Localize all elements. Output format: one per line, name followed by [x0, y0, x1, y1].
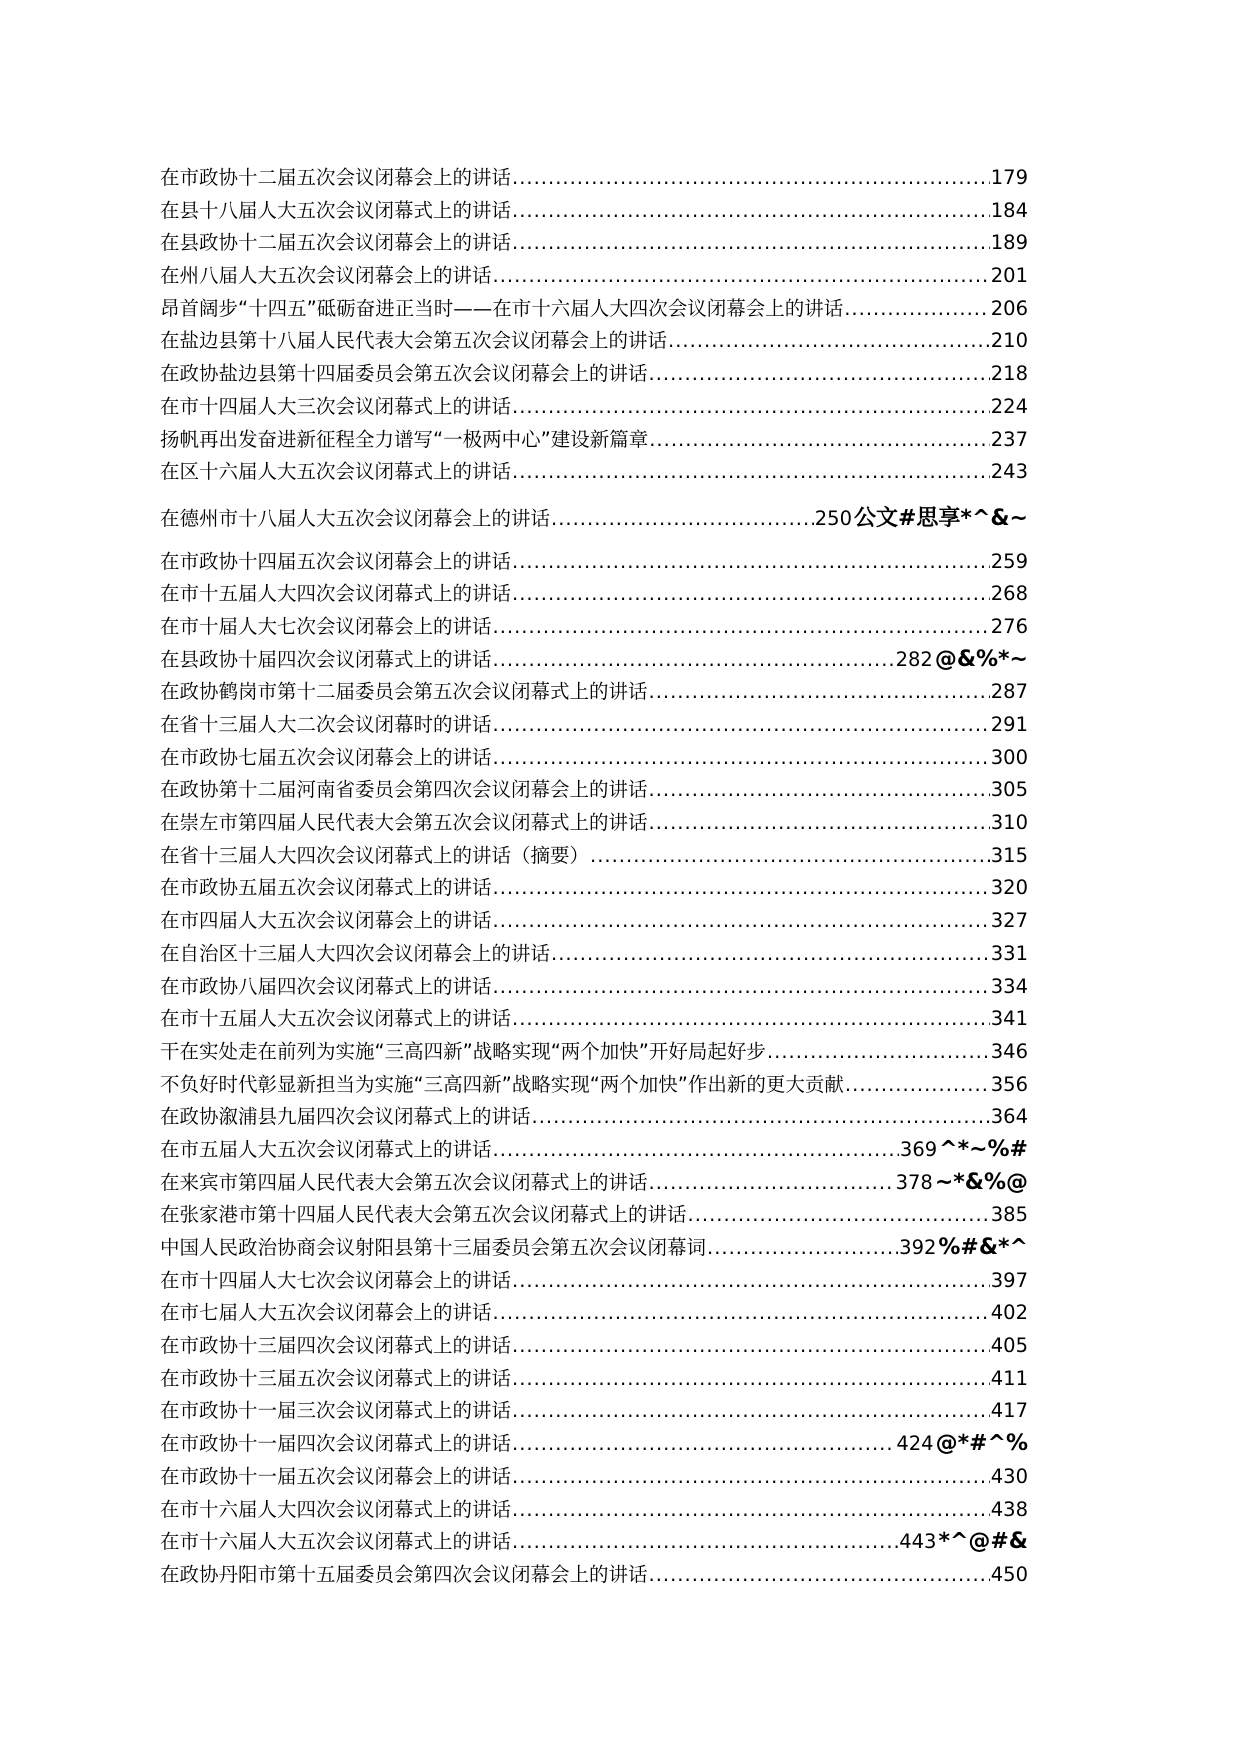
toc-dot-leader	[649, 807, 990, 840]
toc-dot-leader	[493, 260, 990, 293]
toc-dot-leader	[493, 872, 990, 905]
toc-entry-page-number: 327	[990, 909, 1028, 933]
toc-entry[interactable]	[160, 358, 1028, 391]
toc-entry-page-number: 237	[990, 427, 1028, 451]
toc-entry[interactable]	[160, 195, 1028, 228]
toc-entry-page-number: 291	[990, 713, 1028, 736]
toc-dot-leader	[512, 1265, 990, 1298]
toc-entry-page-number: 310	[990, 811, 1028, 835]
toc-entry[interactable]	[160, 424, 1028, 457]
toc-entry[interactable]	[160, 1003, 1028, 1036]
toc-entry-title: 扬帆再出发奋进新征程全力谱写“一极两中心”建设新篇章	[160, 427, 649, 451]
toc-entry[interactable]	[160, 774, 1028, 807]
toc-entry[interactable]	[160, 709, 1028, 742]
toc-entry-title: 在县政协十届四次会议闭幕式上的讲话	[160, 647, 492, 671]
toc-entry-title: 在市政协十四届五次会议闭幕会上的讲话	[160, 549, 512, 573]
toc-entry[interactable]	[160, 905, 1028, 938]
toc-dot-leader	[512, 546, 990, 579]
toc-entry[interactable]	[160, 1199, 1028, 1232]
toc-entry-title: 在市政协七届五次会议闭幕会上的讲话	[160, 745, 492, 769]
toc-dot-leader	[512, 1526, 898, 1559]
toc-entry-title: 在市政协十三届五次会议闭幕式上的讲话	[160, 1366, 512, 1390]
toc-entry[interactable]	[160, 872, 1028, 905]
toc-entry[interactable]	[160, 1167, 1028, 1200]
toc-entry-title: 在市七届人大五次会议闭幕会上的讲话	[160, 1301, 492, 1325]
toc-entry-page-number: 300	[990, 745, 1028, 769]
toc-dot-leader	[512, 1003, 990, 1036]
toc-entry-page-number: 315	[990, 843, 1028, 867]
toc-dot-leader	[649, 676, 990, 709]
toc-dot-leader	[512, 1428, 895, 1461]
toc-dot-leader	[493, 905, 990, 938]
toc-entry-page-number: 218	[990, 362, 1028, 386]
toc-entry-title: 在盐边县第十八届人民代表大会第五次会议闭幕会上的讲话	[160, 329, 668, 353]
toc-entry-title: 在市政协十三届四次会议闭幕式上的讲话	[160, 1334, 512, 1358]
toc-entry[interactable]	[160, 227, 1028, 260]
toc-entry-page-number: 341	[990, 1007, 1028, 1031]
toc-entry-page-number: 430	[990, 1464, 1028, 1488]
toc-entry[interactable]	[160, 971, 1028, 1004]
toc-dot-leader	[512, 1363, 990, 1396]
toc-entry-title: 干在实处走在前列为实施“三高四新”战略实现“两个加快”开好局起好步	[160, 1039, 766, 1063]
toc-entry[interactable]	[160, 1461, 1028, 1494]
toc-entry-title: 在区十六届人大五次会议闭幕式上的讲话	[160, 460, 512, 484]
toc-entry-page-number: 210	[990, 329, 1028, 353]
toc-entry-watermark-text: @*#^%	[935, 1431, 1028, 1457]
toc-entry-title: 在县政协十二届五次会议闭幕会上的讲话	[160, 231, 512, 255]
toc-entry[interactable]	[160, 1134, 1028, 1167]
toc-dot-leader	[493, 1297, 990, 1330]
toc-entry-page-number: 331	[990, 941, 1028, 965]
toc-entry-page-number: 206	[990, 296, 1028, 320]
toc-dot-leader	[590, 840, 990, 873]
toc-entry[interactable]	[160, 1265, 1028, 1298]
toc-dot-leader	[512, 578, 990, 611]
toc-entry-page-number: 189	[990, 231, 1028, 255]
toc-dot-leader	[493, 1134, 899, 1167]
toc-entry-title: 在政协第十二届河南省委员会第四次会议闭幕会上的讲话	[160, 778, 648, 802]
toc-entry-title: 在市十六届人大四次会议闭幕式上的讲话	[160, 1497, 512, 1521]
toc-entry-watermark-text: %#&*^	[938, 1235, 1028, 1260]
toc-entry-title: 在崇左市第四届人民代表大会第五次会议闭幕式上的讲话	[160, 811, 648, 835]
toc-entry-title: 在政协盐边县第十四届委员会第五次会议闭幕会上的讲话	[160, 362, 648, 386]
toc-entry-page-number: 346	[990, 1039, 1028, 1063]
toc-entry[interactable]	[160, 293, 1028, 326]
toc-entry[interactable]	[160, 578, 1028, 611]
toc-entry-page-number: 438	[990, 1497, 1028, 1521]
toc-dot-leader	[551, 938, 990, 971]
toc-dot-leader	[845, 1069, 990, 1102]
toc-dot-leader	[512, 456, 990, 489]
toc-entry-title: 在市十五届人大五次会议闭幕式上的讲话	[160, 1007, 512, 1031]
toc-entry-title: 在市政协八届四次会议闭幕式上的讲话	[160, 974, 492, 998]
toc-entry-page-number: 259	[990, 549, 1028, 573]
toc-entry-title: 在市十四届人大七次会议闭幕会上的讲话	[160, 1268, 512, 1292]
toc-entry[interactable]	[160, 1363, 1028, 1396]
toc-dot-leader	[512, 1395, 990, 1428]
toc-dot-leader	[493, 644, 895, 677]
toc-entry[interactable]	[160, 1036, 1028, 1069]
toc-entry-page-number: 443	[899, 1530, 937, 1554]
toc-entry-page-number: 201	[990, 264, 1028, 288]
table-of-contents	[160, 162, 1028, 1592]
toc-entry[interactable]	[160, 840, 1028, 873]
toc-entry-title: 在德州市十八届人大五次会议闭幕会上的讲话	[160, 506, 551, 530]
toc-dot-leader	[512, 195, 990, 228]
toc-entry-title: 在省十三届人大四次会议闭幕式上的讲话（摘要）	[160, 843, 590, 867]
toc-entry-page-number: 424	[896, 1432, 934, 1456]
toc-dot-leader	[688, 1199, 990, 1232]
toc-dot-leader	[668, 325, 990, 358]
toc-entry[interactable]	[160, 1494, 1028, 1527]
toc-entry[interactable]	[160, 1069, 1028, 1102]
toc-dot-leader	[649, 424, 990, 457]
toc-entry[interactable]	[160, 1330, 1028, 1363]
toc-entry-title: 在张家港市第十四届人民代表大会第五次会议闭幕式上的讲话	[160, 1203, 687, 1227]
toc-entry-page-number: 411	[990, 1366, 1028, 1390]
toc-entry-page-number: 268	[990, 582, 1028, 606]
toc-dot-leader	[512, 162, 990, 195]
toc-entry[interactable]	[160, 1297, 1028, 1330]
toc-entry[interactable]	[160, 1101, 1028, 1134]
toc-entry[interactable]	[160, 546, 1028, 579]
toc-entry-watermark-text: ^*~%#	[939, 1136, 1028, 1162]
toc-entry-title: 在市四届人大五次会议闭幕会上的讲话	[160, 909, 492, 933]
toc-entry[interactable]	[160, 391, 1028, 424]
toc-entry-page-number: 334	[990, 974, 1028, 998]
toc-dot-leader	[767, 1036, 990, 1069]
toc-entry-title: 在政协溆浦县九届四次会议闭幕式上的讲话	[160, 1105, 531, 1129]
toc-dot-leader	[649, 1559, 990, 1592]
toc-entry[interactable]	[160, 503, 1028, 536]
toc-entry-title: 在市十五届人大四次会议闭幕式上的讲话	[160, 582, 512, 606]
toc-dot-leader	[844, 293, 990, 326]
toc-entry-page-number: 356	[990, 1072, 1028, 1096]
toc-entry[interactable]	[160, 938, 1028, 971]
toc-entry-title: 在市十四届人大三次会议闭幕式上的讲话	[160, 394, 512, 418]
toc-entry-page-number: 282	[895, 647, 933, 671]
toc-entry[interactable]	[160, 1395, 1028, 1428]
toc-entry-title: 在市五届人大五次会议闭幕式上的讲话	[160, 1137, 492, 1161]
toc-entry[interactable]	[160, 676, 1028, 709]
toc-dot-leader	[649, 358, 990, 391]
toc-entry-page-number: 250	[814, 506, 852, 530]
toc-entry-title: 在市政协十一届三次会议闭幕式上的讲话	[160, 1399, 512, 1423]
toc-entry[interactable]	[160, 807, 1028, 840]
toc-entry-title: 在省十三届人大二次会议闭幕时的讲话	[160, 713, 492, 736]
toc-entry-page-number: 320	[990, 876, 1028, 900]
toc-entry-page-number: 405	[990, 1334, 1028, 1358]
toc-entry[interactable]	[160, 1526, 1028, 1559]
toc-entry-page-number: 402	[990, 1301, 1028, 1325]
toc-entry-page-number: 385	[990, 1203, 1028, 1227]
toc-entry[interactable]	[160, 1428, 1028, 1461]
toc-entry-title: 昂首阔步“十四五”砥砺奋进正当时——在市十六届人大四次会议闭幕会上的讲话	[160, 296, 844, 320]
toc-entry-title: 在自治区十三届人大四次会议闭幕会上的讲话	[160, 941, 551, 965]
toc-entry-title: 在市政协十一届五次会议闭幕会上的讲话	[160, 1464, 512, 1488]
toc-entry-page-number: 179	[990, 166, 1028, 189]
toc-entry-page-number: 243	[990, 460, 1028, 484]
toc-entry[interactable]	[160, 1232, 1028, 1265]
toc-dot-leader	[512, 1330, 990, 1363]
toc-entry-watermark-text: *^@#&	[938, 1529, 1028, 1555]
toc-entry-page-number: 397	[990, 1268, 1028, 1292]
toc-dot-leader	[512, 391, 990, 424]
toc-entry-watermark-text: ~*&%@	[934, 1169, 1028, 1195]
toc-dot-leader	[707, 1232, 898, 1265]
toc-entry[interactable]	[160, 644, 1028, 677]
toc-entry-title: 中国人民政治协商会议射阳县第十三届委员会第五次会议闭幕词	[160, 1236, 707, 1259]
toc-dot-leader	[512, 1494, 990, 1527]
toc-entry-page-number: 276	[990, 614, 1028, 638]
toc-entry-title: 在市政协十一届四次会议闭幕式上的讲话	[160, 1432, 512, 1456]
toc-entry-title: 在市政协五届五次会议闭幕式上的讲话	[160, 876, 492, 900]
toc-entry-page-number: 450	[990, 1562, 1028, 1586]
toc-entry[interactable]	[160, 456, 1028, 489]
toc-entry-title: 在县十八届人大五次会议闭幕式上的讲话	[160, 198, 512, 222]
toc-entry[interactable]	[160, 325, 1028, 358]
toc-entry-page-number: 364	[990, 1105, 1028, 1129]
toc-entry[interactable]	[160, 1559, 1028, 1592]
toc-entry-title: 在政协丹阳市第十五届委员会第四次会议闭幕会上的讲话	[160, 1562, 648, 1586]
toc-dot-leader	[512, 227, 990, 260]
toc-entry-watermark-text: @&%*~	[934, 646, 1028, 672]
toc-entry-page-number: 392	[899, 1236, 937, 1259]
toc-entry-page-number: 369	[899, 1137, 938, 1161]
toc-entry-page-number: 378	[895, 1170, 933, 1194]
toc-entry[interactable]	[160, 260, 1028, 293]
toc-entry-title: 不负好时代彰显新担当为实施“三高四新”战略实现“两个加快”作出新的更大贡献	[160, 1072, 844, 1096]
toc-dot-leader	[493, 611, 990, 644]
toc-entry-title: 在州八届人大五次会议闭幕会上的讲话	[160, 264, 492, 288]
toc-dot-leader	[493, 742, 990, 775]
toc-dot-leader	[512, 1461, 990, 1494]
toc-entry-title: 在政协鹤岗市第十二届委员会第五次会议闭幕式上的讲话	[160, 680, 648, 704]
toc-entry-watermark-text: 公文#思享*^&~	[854, 505, 1028, 531]
toc-entry[interactable]	[160, 162, 1028, 195]
toc-entry-page-number: 287	[990, 680, 1028, 704]
toc-dot-leader	[649, 1167, 895, 1200]
toc-dot-leader	[493, 709, 990, 742]
toc-entry[interactable]	[160, 742, 1028, 775]
toc-entry-page-number: 305	[990, 778, 1028, 802]
toc-entry-title: 在来宾市第四届人民代表大会第五次会议闭幕式上的讲话	[160, 1170, 648, 1194]
toc-entry-title: 在市政协十二届五次会议闭幕会上的讲话	[160, 166, 512, 189]
toc-entry-page-number: 417	[990, 1399, 1028, 1423]
toc-entry[interactable]	[160, 611, 1028, 644]
toc-entry-title: 在市十届人大七次会议闭幕会上的讲话	[160, 614, 492, 638]
toc-dot-leader	[493, 971, 990, 1004]
toc-entry-title: 在市十六届人大五次会议闭幕式上的讲话	[160, 1530, 512, 1554]
toc-entry-page-number: 184	[990, 198, 1028, 222]
toc-dot-leader	[532, 1101, 990, 1134]
toc-dot-leader	[649, 774, 990, 807]
toc-entry-page-number: 224	[990, 394, 1028, 418]
toc-dot-leader	[551, 503, 814, 536]
